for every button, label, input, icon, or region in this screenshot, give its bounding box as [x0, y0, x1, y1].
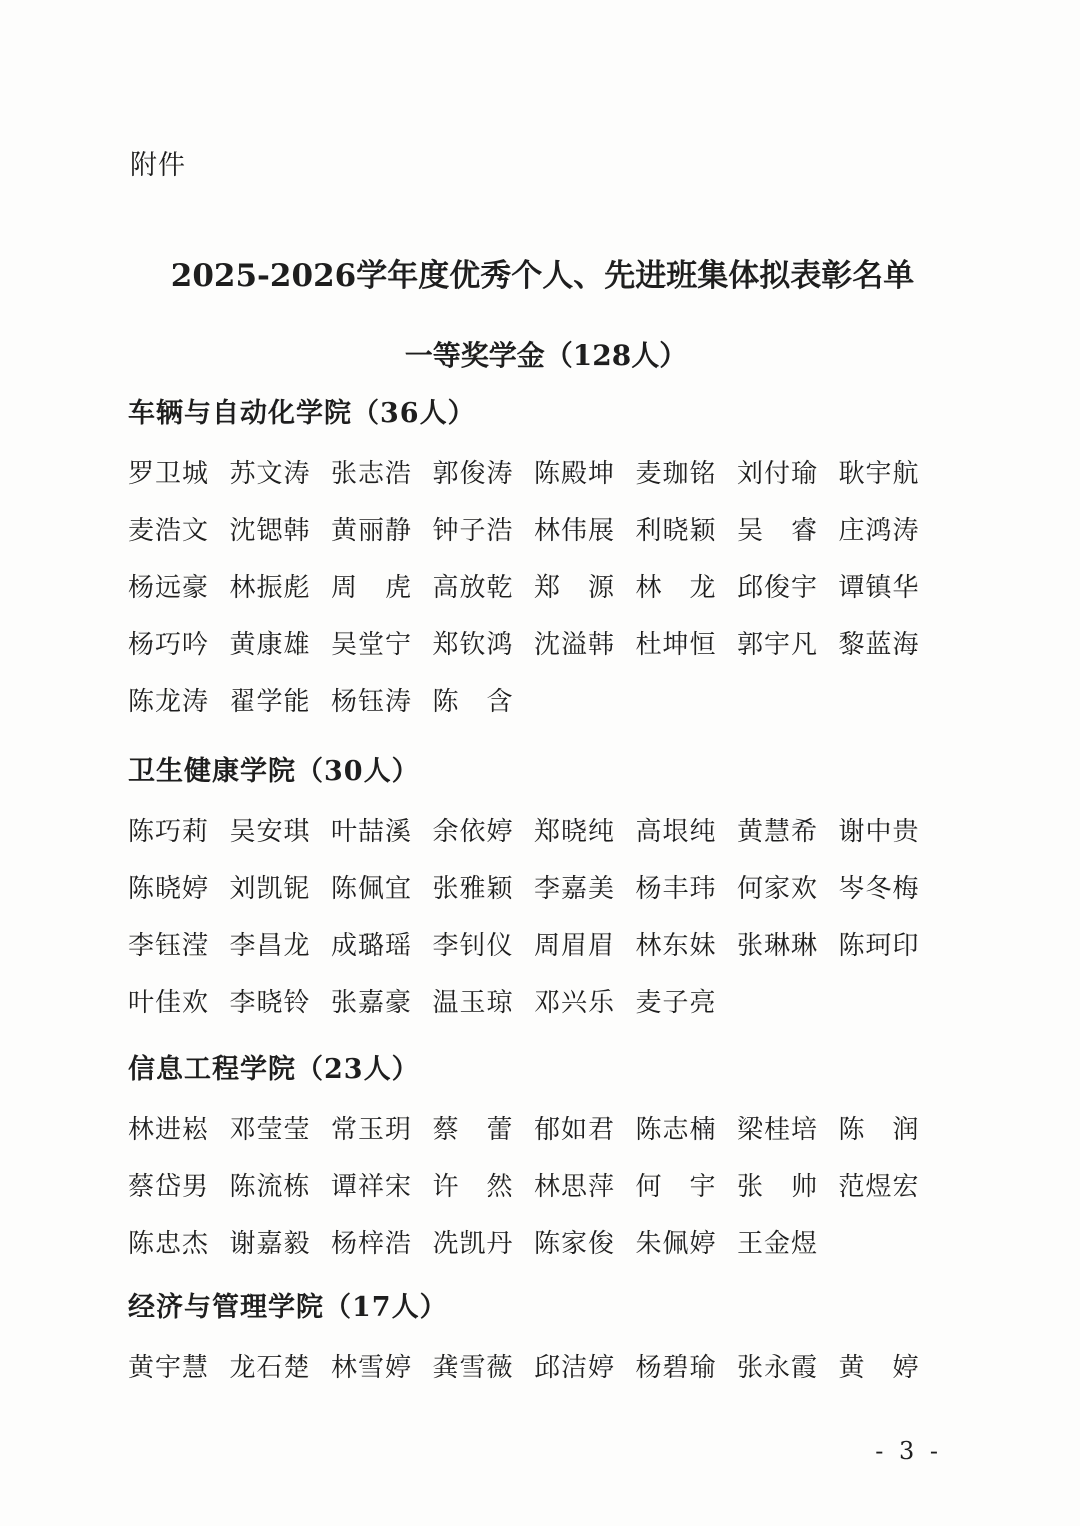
- student-name: 陈巧莉: [128, 817, 210, 847]
- student-name: 杨钰涛: [331, 687, 413, 717]
- student-name: 陈龙涛: [128, 687, 210, 717]
- student-name: 郑晓纯: [534, 817, 616, 847]
- student-name: 梁桂培: [737, 1115, 819, 1145]
- student-name: 何 宇: [635, 1172, 716, 1202]
- student-name: 陈晓婷: [128, 874, 210, 904]
- student-name: 陈 含: [432, 687, 513, 717]
- student-name: 杨巧吟: [128, 630, 210, 660]
- student-name: 利晓颖: [635, 516, 717, 546]
- student-name: 成璐瑶: [331, 931, 413, 961]
- student-name: 张雅颖: [432, 874, 514, 904]
- student-name: 庄鸿涛: [838, 516, 920, 546]
- student-name: 朱佩婷: [635, 1229, 717, 1259]
- student-name: 郑 源: [534, 573, 614, 603]
- student-name: 张琳琳: [737, 931, 819, 961]
- student-name: 陈志楠: [635, 1115, 717, 1145]
- student-name: 范煜宏: [838, 1172, 920, 1202]
- student-name: 谭祥宋: [331, 1172, 413, 1202]
- student-name: 林进崧: [128, 1115, 210, 1145]
- student-name: 蔡 蕾: [432, 1115, 513, 1145]
- name-list: [128, 446, 948, 731]
- student-name: 邱洁婷: [534, 1353, 616, 1383]
- student-name: 郑钦鸿: [432, 630, 514, 660]
- student-name: 张 帅: [737, 1172, 817, 1202]
- student-name: 刘凯铌: [229, 874, 311, 904]
- student-name: 张永霞: [737, 1353, 819, 1383]
- section-heading: 车辆与自动化学院（36人）: [128, 398, 476, 429]
- student-name: 吴安琪: [229, 817, 311, 847]
- student-name: 杜坤恒: [635, 630, 717, 660]
- student-name: 郭宇凡: [737, 630, 819, 660]
- student-name: 陈珂印: [838, 931, 920, 961]
- student-name: 耿宇航: [838, 459, 920, 489]
- student-name: 叶喆溪: [331, 817, 413, 847]
- section-vehicle-automation: [128, 394, 948, 731]
- student-name: 麦浩文: [128, 516, 210, 546]
- student-name: 余依婷: [432, 817, 514, 847]
- student-name: 郭俊涛: [432, 459, 514, 489]
- name-list: [128, 1102, 948, 1273]
- student-name: 钟子浩: [432, 516, 514, 546]
- student-name: 林雪婷: [331, 1353, 413, 1383]
- student-name: 黄慧希: [737, 817, 819, 847]
- student-name: 周眉眉: [534, 931, 616, 961]
- student-name: 温玉琼: [432, 988, 514, 1018]
- student-name: 邓兴乐: [534, 988, 616, 1018]
- student-name: 杨丰玮: [635, 874, 717, 904]
- student-name: 邓莹莹: [229, 1115, 311, 1145]
- student-name: 陈殿坤: [534, 459, 616, 489]
- student-name: 周 虎: [331, 573, 411, 603]
- student-name: 蔡岱男: [128, 1172, 210, 1202]
- student-name: 张嘉豪: [331, 988, 413, 1018]
- student-name: 高垠纯: [635, 817, 717, 847]
- student-name: 林 龙: [635, 573, 716, 603]
- student-name: 翟学能: [229, 687, 311, 717]
- student-name: 李钰滢: [128, 931, 210, 961]
- student-name: 麦子亮: [635, 988, 717, 1018]
- student-name: 黄丽静: [331, 516, 413, 546]
- section-heading: 卫生健康学院（30人）: [128, 756, 420, 787]
- student-name: 杨梓浩: [331, 1229, 413, 1259]
- student-name: 杨碧瑜: [635, 1353, 717, 1383]
- student-name: 李钊仪: [432, 931, 514, 961]
- student-name: 林东妹: [635, 931, 717, 961]
- student-name: 陈 润: [838, 1115, 919, 1145]
- student-name: 王金煜: [737, 1229, 819, 1259]
- page-number: - 3 -: [875, 1437, 942, 1465]
- student-name: 陈佩宜: [331, 874, 413, 904]
- student-name: 黎蓝海: [838, 630, 920, 660]
- student-name: 谭镇华: [838, 573, 920, 603]
- student-name: 许 然: [432, 1172, 513, 1202]
- student-name: 林振彪: [229, 573, 311, 603]
- student-name: 郁如君: [534, 1115, 616, 1145]
- name-list: [128, 1340, 948, 1397]
- award-title: 一等奖学金（128人）: [404, 339, 688, 372]
- section-heading: 经济与管理学院（17人）: [128, 1292, 448, 1323]
- student-name: 林思萍: [534, 1172, 616, 1202]
- student-name: 龙石楚: [229, 1353, 311, 1383]
- student-name: 岑冬梅: [838, 874, 920, 904]
- student-name: 邱俊宇: [737, 573, 819, 603]
- student-name: 陈家俊: [534, 1229, 616, 1259]
- section-economics-management: [128, 1288, 948, 1397]
- student-name: 苏文涛: [229, 459, 311, 489]
- student-name: 麦珈铭: [635, 459, 717, 489]
- student-name: 沈锶韩: [229, 516, 311, 546]
- student-name: 杨远豪: [128, 573, 210, 603]
- student-name: 刘付瑜: [737, 459, 819, 489]
- student-name: 龚雪薇: [432, 1353, 514, 1383]
- student-name: 吴堂宁: [331, 630, 413, 660]
- student-name: 黄康雄: [229, 630, 311, 660]
- section-information-engineering: [128, 1050, 948, 1273]
- student-name: 李嘉美: [534, 874, 616, 904]
- student-name: 李晓铃: [229, 988, 311, 1018]
- student-name: 何家欢: [737, 874, 819, 904]
- student-name: 冼凯丹: [432, 1229, 514, 1259]
- student-name: 林伟展: [534, 516, 616, 546]
- section-health: [128, 752, 948, 1032]
- student-name: 高放乾: [432, 573, 514, 603]
- student-name: 罗卫城: [128, 459, 210, 489]
- document-title: 2025-2026学年度优秀个人、先进班集体拟表彰名单: [170, 258, 915, 294]
- student-name: 叶佳欢: [128, 988, 210, 1018]
- name-list: [128, 804, 948, 1032]
- student-name: 黄 婷: [838, 1353, 919, 1383]
- attachment-label: 附件: [130, 150, 186, 181]
- student-name: 黄宇慧: [128, 1353, 210, 1383]
- student-name: 张志浩: [331, 459, 413, 489]
- student-name: 李昌龙: [229, 931, 311, 961]
- student-name: 陈忠杰: [128, 1229, 210, 1259]
- student-name: 谢嘉毅: [229, 1229, 311, 1259]
- student-name: 常玉玥: [331, 1115, 413, 1145]
- student-name: 吴 睿: [737, 516, 817, 546]
- student-name: 谢中贵: [838, 817, 920, 847]
- section-heading: 信息工程学院（23人）: [128, 1054, 420, 1085]
- student-name: 陈流栋: [229, 1172, 311, 1202]
- student-name: 沈溢韩: [534, 630, 616, 660]
